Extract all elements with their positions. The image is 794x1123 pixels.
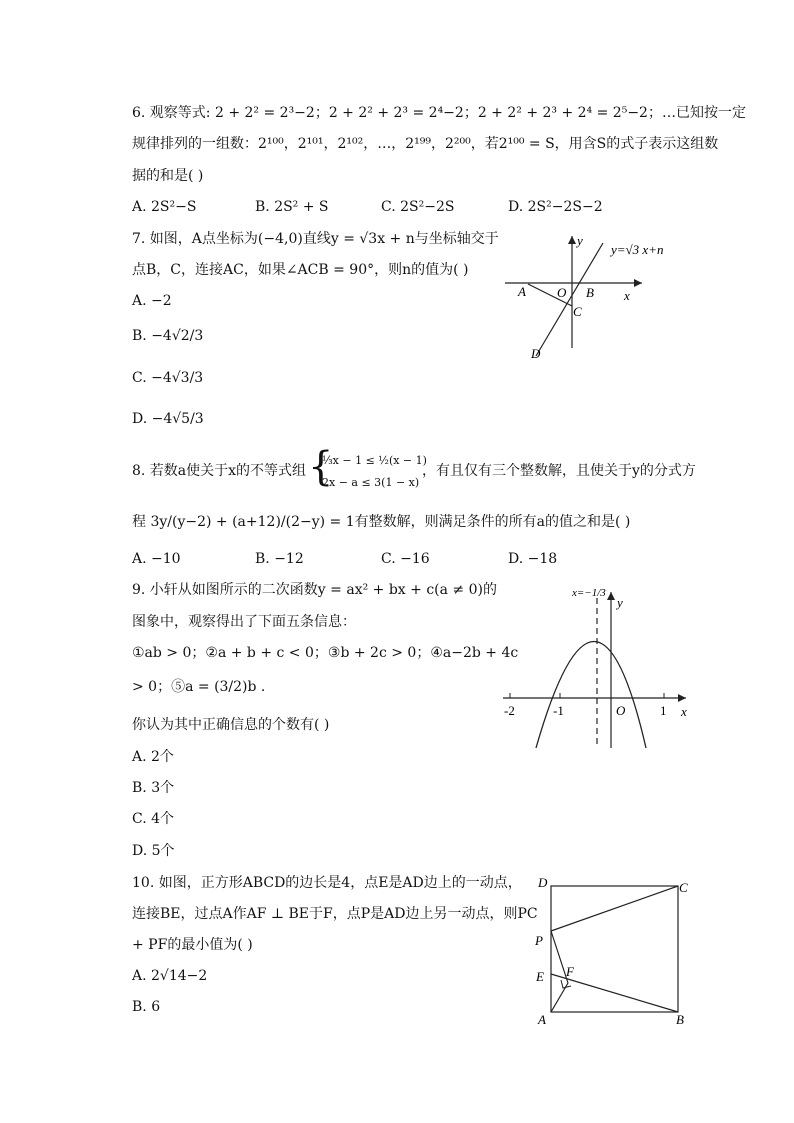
q10-segment-eb — [551, 974, 678, 1012]
q7-d-label: D — [531, 346, 541, 361]
q7-option-b: B. −4√2/3 — [132, 328, 204, 344]
q7-option-a: A. −2 — [132, 293, 172, 309]
q10-d-label: D — [538, 875, 548, 890]
q7-figure — [500, 228, 700, 363]
q6-line-3: 据的和是( ) — [132, 168, 204, 184]
q9-axis-label: x=−1/3 — [572, 587, 606, 599]
q9-line-1: 9. 小轩从如图所示的二次函数y = ax² + bx + c(a ≠ 0)的 — [132, 582, 497, 598]
q7-line-1: 7. 如图，A点坐标为(−4,0)直线y = √3x + n与坐标轴交于 — [132, 231, 499, 247]
q9-line-5: 你认为其中正确信息的个数有( ) — [132, 717, 330, 733]
q9-option-c: C. 4个 — [132, 811, 175, 827]
q8-ineq-1: ⅓x − 1 ≤ ½(x − 1) — [322, 454, 427, 467]
q9-o-label: O — [616, 703, 626, 718]
q7-b-label: B — [586, 285, 594, 300]
q8-prefix: 8. 若数a使关于x的不等式组 — [132, 463, 307, 479]
q9-option-d: D. 5个 — [132, 843, 175, 859]
q10-c-label: C — [679, 880, 688, 895]
q10-option-b: B. 6 — [132, 999, 161, 1015]
q7-eq-label: y=√3 x+n — [611, 242, 664, 257]
q7-y-label: y — [577, 233, 583, 248]
q6-option-a: A. 2S²−S — [132, 199, 197, 215]
q10-line-1: 10. 如图，正方形ABCD的边长是4，点E是AD边上的一动点， — [132, 875, 522, 891]
q7-option-d: D. −4√5/3 — [132, 411, 204, 427]
q9-y-arrow — [607, 592, 615, 600]
q6-option-b: B. 2S² + S — [255, 199, 329, 215]
q8-ineq-2: 2x − a ≤ 3(1 − x) — [322, 476, 420, 489]
q7-y-arrow — [568, 236, 576, 244]
q10-option-a: A. 2√14−2 — [132, 968, 208, 984]
q10-a-label: A — [538, 1012, 546, 1027]
q8-option-c: C. −16 — [381, 551, 430, 567]
q10-right-angle — [561, 980, 571, 988]
q9-x-label: x — [681, 704, 687, 719]
q6-line-1: 6. 观察等式: 2 + 2² = 2³−2；2 + 2² + 2³ = 2⁴−2；2 + 2² + 2³ + 2⁴ = 2⁵−2；…已知按一定 — [132, 105, 746, 121]
q9-line-3: ①ab > 0；②a + b + c < 0；③b + 2c > 0；④a−2b + 4c — [132, 645, 519, 661]
q9-option-b: B. 3个 — [132, 780, 175, 796]
q8-line-2: 程 3y/(y−2) + (a+12)/(2−y) = 1有整数解，则满足条件的所有a的值之和是( ) — [132, 514, 631, 530]
q9-line-4: > 0；⑤a = (3/2)b . — [132, 679, 266, 695]
q10-line-2: 连接BE，过点A作AF ⊥ BE于F，点P是AD边上另一动点，则PC — [132, 906, 538, 922]
q7-c-label: C — [573, 304, 582, 319]
q9-y-label: y — [617, 595, 623, 610]
q7-x-arrow — [634, 279, 642, 287]
q8-option-d: D. −18 — [508, 551, 558, 567]
q7-o-label: O — [557, 285, 567, 300]
q9-tick-label-1: 1 — [660, 703, 667, 718]
q6-option-d: D. 2S²−2S−2 — [508, 199, 603, 215]
q9-x-arrow — [678, 694, 686, 702]
q8-brace: { — [308, 444, 334, 490]
q10-p-label: P — [535, 933, 543, 948]
q6-line-2: 规律排列的一组数：2¹⁰⁰，2¹⁰¹，2¹⁰²，…，2¹⁹⁹，2²⁰⁰，若2¹⁰⁰ = S，用含S的式子表示这组数 — [132, 136, 719, 152]
q9-tick-label-neg1: -1 — [553, 703, 564, 718]
q9-line-2: 图象中，观察得出了下面五条信息： — [132, 614, 356, 630]
q7-option-c: C. −4√3/3 — [132, 370, 204, 386]
q6-option-c: C. 2S²−2S — [381, 199, 455, 215]
q10-line-3: + PF的最小值为( ) — [132, 937, 253, 953]
q7-x-label: x — [624, 288, 630, 303]
q7-line-2: 点B，C，连接AC，如果∠ACB = 90°，则n的值为( ) — [132, 262, 469, 278]
q10-figure — [530, 872, 700, 1032]
q10-e-label: E — [536, 969, 544, 984]
q10-b-label: B — [676, 1012, 684, 1027]
q10-segment-pc — [551, 886, 678, 931]
q10-f-label: F — [566, 964, 574, 979]
q7-a-label: A — [518, 284, 526, 299]
q8-suffix: ，有且仅有三个整数解，且使关于y的分式方 — [422, 463, 696, 479]
q9-option-a: A. 2个 — [132, 749, 174, 765]
q8-option-a: A. −10 — [132, 551, 181, 567]
q8-option-b: B. −12 — [255, 551, 304, 567]
q9-tick-label-neg2: -2 — [504, 703, 515, 718]
q9-figure — [498, 580, 698, 750]
q9-parabola — [536, 642, 646, 749]
